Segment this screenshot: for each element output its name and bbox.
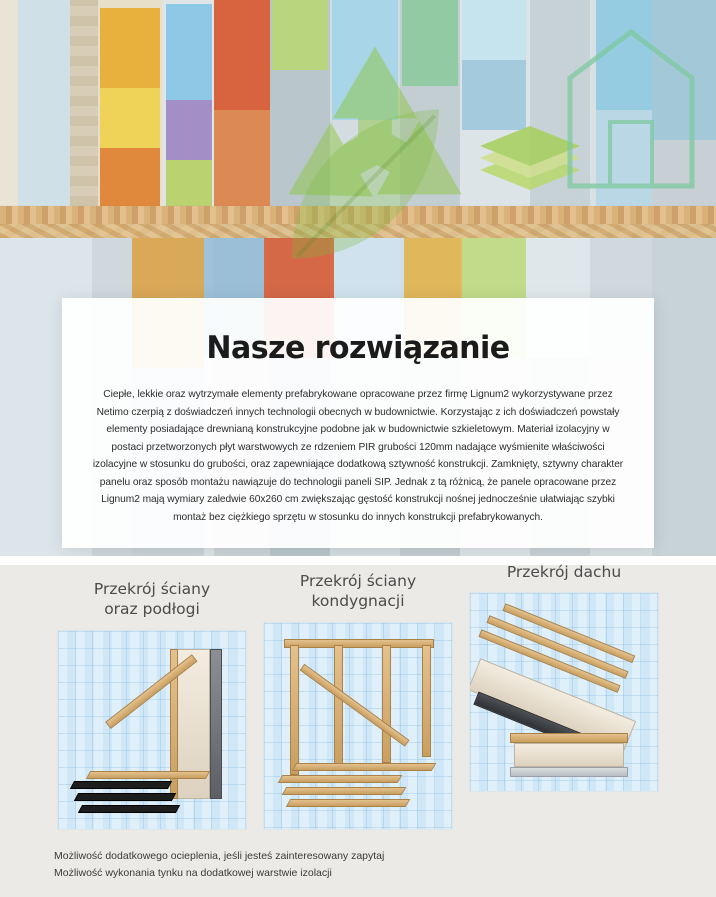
floor-joist — [278, 775, 403, 783]
card-title-line1: Przekrój ściany — [299, 572, 417, 590]
stud — [290, 645, 299, 775]
card-roof — [469, 562, 659, 792]
storey-wall-cross-section-image[interactable] — [263, 622, 453, 830]
floor-joist — [282, 787, 407, 795]
floor-joist — [70, 781, 172, 789]
collage-tile — [100, 88, 160, 148]
wall-and-floor-cross-section-image[interactable] — [57, 630, 247, 830]
floor-joist — [74, 793, 176, 801]
solution-paragraph: Ciepłe, lekkie oraz wytrzymałe elementy prefabrykowane opracowane przez firmę Lignum2 wykorzystywane przez Netimo czerpią z doświadczeń innych technologii obecnych w budownictwie. Korzystając z ich doświadczeń powstały elementy posiadające drewnianą konstrukcyjne podobne jak w budownictwie szkieletowym. Materiał izolacyjny w postaci przetworzonych płyt warstwowych ze rdzeniem PIR grubości 120mm nadające wyśmienite właściwości izolacyjne w stosunku do grubości, oraz zapewniające dodatkową sztywność konstrukcji. Zamknięty, sztywny charakter panelu oraz sposób montażu nawiązuje do technologii paneli SIP. Jednak z tą różnicą, że panele opracowane przez Lignum2 mają wymiary zaledwie 60x260 cm zwiększając gęstość konstrukcji nośnej jednocześnie ułatwiając szybki montaż bez ciężkiego sprzętu w stosunku do innych konstrukcji prefabrykowanych. — [92, 389, 624, 523]
roof-cross-section-image[interactable] — [469, 592, 659, 792]
solution-panel — [62, 298, 654, 548]
floor-joist — [78, 805, 180, 813]
card-title-line2: oraz podłogi — [104, 600, 200, 619]
insulation-core — [210, 649, 222, 799]
note-item: Możliwość dodatkowego ocieplenia, jeśli jesteś zainteresowany zapytaj — [54, 849, 385, 862]
card-title — [57, 579, 247, 620]
stud — [382, 645, 391, 763]
notes-list — [50, 848, 666, 883]
leaf-icon — [250, 80, 460, 290]
card-title-line2: kondygnacji — [311, 592, 405, 611]
floor-joist — [286, 799, 411, 807]
stud — [334, 645, 343, 767]
sill-plate — [86, 771, 210, 779]
house-outline-icon — [566, 26, 696, 196]
card-title-line1: Przekrój dachu — [506, 563, 622, 581]
card-title — [263, 571, 453, 612]
eave-trim — [510, 767, 628, 777]
card-wall-and-floor — [57, 579, 247, 830]
rim-board — [292, 763, 437, 771]
collage-tile — [166, 4, 212, 100]
page-title: Nasze rozwiązanie — [206, 330, 510, 366]
collage-tile — [100, 148, 160, 206]
collage-tile — [652, 238, 716, 556]
stud — [422, 645, 431, 757]
cross-sections-section — [0, 565, 716, 897]
wall-panel — [514, 743, 624, 767]
note-item: Możliwość wykonania tynku na dodatkowej warstwie izolacji — [54, 867, 332, 880]
card-storey-wall — [263, 571, 453, 830]
wall-plate — [510, 733, 628, 743]
collage-tile — [100, 8, 160, 88]
card-title — [469, 562, 659, 582]
collage-tile — [166, 160, 212, 206]
cross-section-cards — [50, 563, 666, 830]
top-plate — [284, 639, 434, 648]
card-title-line1: Przekrój ściany — [93, 580, 211, 598]
collage-tile — [166, 100, 212, 160]
